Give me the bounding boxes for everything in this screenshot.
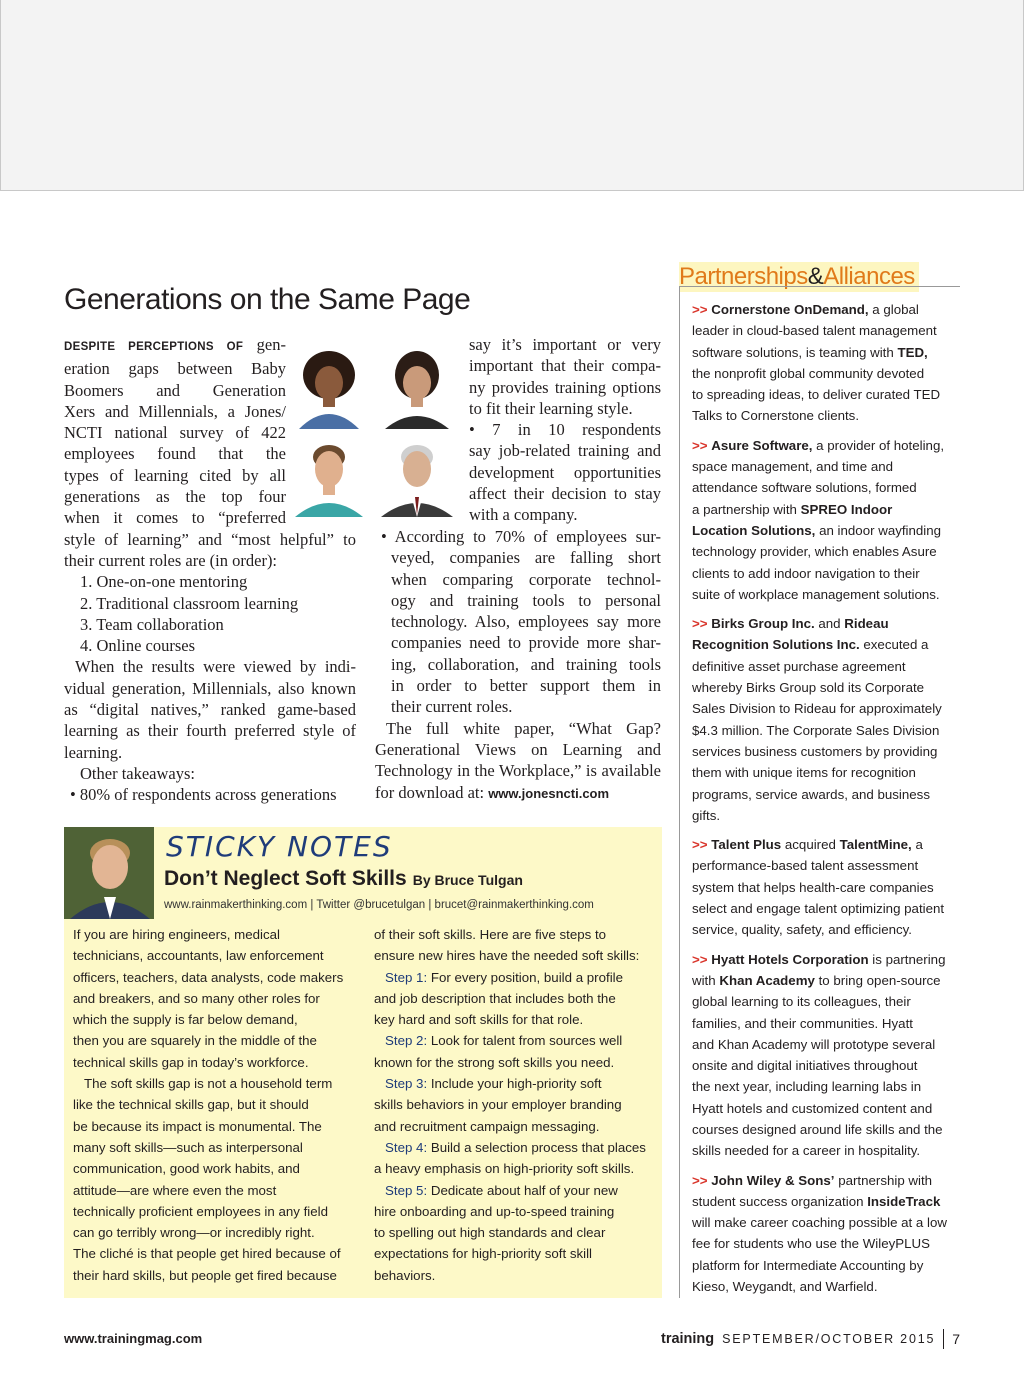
company-name: John Wiley & Sons’ (711, 1172, 835, 1188)
company-name: Khan Academy (719, 972, 815, 988)
company-name: TED, (897, 344, 928, 360)
sticky-line: officers, teachers, data analysts, code makers (73, 969, 344, 985)
partnership-text: families, and their communities. Hyatt (692, 1015, 913, 1031)
partnership-text: Sales Division to Rideau for approximately (692, 701, 942, 717)
author-contact: www.rainmakerthinking.com | Twitter @brucetulgan | brucet@rainmakerthinking.com (164, 899, 594, 911)
sticky-line: be because its impact is monumental. The (73, 1118, 322, 1134)
older-man-photo (375, 433, 459, 517)
intro-line: Xers and Millennials, a Jones/ (64, 401, 286, 421)
partnership-line (692, 1119, 960, 1140)
partnership-text: with (692, 972, 720, 988)
partnership-line (692, 1076, 960, 1097)
step-text: known for the strong soft skills you need. (374, 1054, 615, 1070)
partnership-text: $4.3 million. The Corporate Sales Division (692, 722, 940, 738)
partnership-text: technology provider, which enables Asure (692, 544, 937, 560)
woman-photo (375, 345, 459, 429)
step-label: Step 5: (385, 1182, 428, 1198)
intro-line: gen- (256, 335, 286, 354)
company-name: Talent Plus (711, 837, 782, 853)
footer-magazine: training (660, 1331, 715, 1347)
partnership-line (692, 435, 960, 456)
partnership-text: courses designed around life skills and the (692, 1121, 943, 1137)
partnership-line (692, 762, 960, 783)
sticky-line: communication, good work habits, and (73, 1161, 300, 1177)
double-arrow-icon: >> (692, 616, 708, 632)
intro-line: NCTI national survey of 422 (64, 423, 286, 443)
paragraph-line: When the results were viewed by indi- (75, 657, 356, 677)
bullet-70-line: when comparing corporate technol- (391, 569, 661, 589)
partnership-text: Talks to Cornerstone clients. (692, 408, 860, 424)
partnership-line (692, 1170, 960, 1191)
partnership-line (692, 784, 960, 805)
page-number: 7 (952, 1331, 960, 1347)
partnership-line (692, 1034, 960, 1055)
partnership-text: attendance software solutions, formed (692, 480, 917, 496)
column-2-line: important that their compa- (469, 356, 661, 376)
intro-line: style of learning” and “most helpful” to (64, 529, 356, 549)
column-2-line: • 7 in 10 respondents (469, 420, 661, 440)
partnership-text: acquired (781, 837, 840, 853)
partnership-line (692, 299, 960, 320)
partnership-text: the nonprofit global community devoted (692, 365, 925, 381)
partnership-line (692, 563, 960, 584)
company-name: TalentMine, (839, 837, 912, 853)
ranked-list-item: 2. Traditional classroom learning (80, 593, 299, 613)
bullet-70-line: ogy and training tools to personal (391, 590, 661, 610)
partnership-line (692, 477, 960, 498)
intro-line: eration gaps between Baby (64, 359, 286, 379)
partnership-item (692, 949, 960, 1162)
closing-line: Technology in the Workplace,” is available (375, 761, 661, 781)
partnership-line (692, 584, 960, 605)
sticky-line: then you are squarely in the middle of the (73, 1033, 317, 1049)
partnership-line (692, 970, 960, 991)
step-line (374, 1116, 654, 1137)
footer-issue (661, 1329, 960, 1349)
partnership-text: the next year, including learning labs in (692, 1079, 922, 1095)
partnership-text: clients to add indoor navigation to their (692, 565, 920, 581)
footer-date: SEPTEMBER/OCTOBER 2015 (722, 1332, 936, 1346)
step-text: and recruitment campaign messaging. (374, 1118, 600, 1134)
partnership-text: fee for students who use the WileyPLUS (692, 1236, 930, 1252)
step-line (374, 1158, 654, 1179)
bullet-70-line: companies need to provide more shar- (391, 633, 661, 653)
partnership-item (692, 834, 960, 940)
step-line (374, 1137, 654, 1158)
column-2-line: ny provides training options (469, 377, 661, 397)
partnership-line (692, 1233, 960, 1254)
jonesncti-link[interactable]: www.jonesncti.com (488, 785, 610, 801)
other-takeaways-label: Other takeaways: (80, 763, 195, 783)
step-text: and job description that includes both the (374, 990, 616, 1006)
company-name: Hyatt Hotels Corporation (711, 951, 869, 967)
sticky-line: their hard skills, but people get fired because (73, 1267, 337, 1283)
intro-line: types of learning cited by all (64, 465, 286, 485)
intro-line: employees found that the (64, 444, 286, 464)
column-2-line: to fit their learning style. (469, 398, 633, 418)
ranked-list-item: 3. Team collaboration (80, 614, 224, 634)
step-text: Dedicate about half of your new (427, 1182, 618, 1198)
step-line (374, 1265, 654, 1286)
double-arrow-icon: >> (692, 302, 708, 317)
company-name: InsideTrack (867, 1193, 941, 1209)
partnership-text: student success organization (692, 1193, 868, 1209)
partnership-line (692, 320, 960, 341)
partnership-text: onsite and digital initiatives throughout (692, 1058, 918, 1074)
closing-line: The full white paper, “What Gap? (386, 718, 661, 738)
partnership-text: system that helps health-care companies (692, 879, 934, 895)
double-arrow-icon: >> (692, 951, 708, 967)
column-2-line: affect their decision to stay (469, 484, 661, 504)
partnership-text: performance-based talent assessment (692, 858, 919, 874)
step-line (374, 967, 654, 988)
step-line (374, 1009, 654, 1030)
partnership-text: will make career coaching possible at a low (692, 1215, 947, 1231)
intro-line: their current roles are (in order): (64, 550, 278, 570)
partnerships-title (679, 262, 919, 292)
article-paragraph-2 (64, 656, 356, 762)
partnership-text: leader in cloud-based talent management (692, 323, 937, 339)
partnership-item (692, 299, 960, 427)
partnership-line (692, 1255, 960, 1276)
partnership-item (692, 613, 960, 826)
sticky-notes-box (64, 827, 662, 1298)
partnership-line (692, 855, 960, 876)
partnership-line (692, 919, 960, 940)
ranked-learning-list (64, 571, 356, 656)
double-arrow-icon: >> (692, 837, 708, 853)
sticky-line: of their soft skills. Here are five steps to (374, 927, 607, 942)
young-man-photo (287, 433, 371, 517)
partnership-line (692, 1055, 960, 1076)
partnership-line (692, 991, 960, 1012)
partnership-text: service, quality, safety, and efficiency. (692, 922, 912, 938)
step-text: hire onboarding and up-to-speed training (374, 1203, 615, 1219)
sticky-line: technicians, accountants, law enforcement (73, 948, 324, 964)
partnership-line (692, 698, 960, 719)
partnership-text: platform for Intermediate Accounting by (692, 1257, 924, 1273)
footer-divider (943, 1329, 944, 1349)
partnership-text: programs, service awards, and business (692, 786, 930, 802)
partnership-item (692, 1170, 960, 1298)
partnership-line (692, 877, 960, 898)
article-title: Generations on the Same Page (64, 283, 471, 316)
bullet-70-line: • According to 70% of employees sur- (381, 527, 661, 546)
paragraph-line: as “digital natives,” ranked game-based (64, 700, 356, 720)
sticky-line: If you are hiring engineers, medical (73, 927, 280, 942)
partnership-line (692, 741, 960, 762)
partnership-line (692, 1013, 960, 1034)
step-text: Build a selection process that places (427, 1139, 646, 1155)
step-line (374, 1243, 654, 1264)
partnership-line (692, 677, 960, 698)
column-2-line: say job-related training and (469, 441, 661, 461)
partnership-line (692, 949, 960, 970)
step-label: Step 4: (385, 1139, 428, 1155)
partnership-text: services business customers by providing (692, 743, 938, 759)
sticky-notes-title (164, 867, 523, 891)
paragraph-line: learning. (64, 742, 123, 762)
column-2-line: with a company. (469, 505, 578, 525)
partnership-line (692, 363, 960, 384)
intro-line: when it comes to “preferred (64, 508, 286, 528)
partnership-line (692, 456, 960, 477)
partnership-text: a (911, 837, 923, 853)
step-text: to spelling out high standards and clear (374, 1225, 606, 1241)
partnership-line (692, 1212, 960, 1233)
company-name: SPREO Indoor (800, 501, 893, 517)
partnership-line (692, 342, 960, 363)
footer-url[interactable]: www.trainingmag.com (64, 1331, 203, 1346)
step-line (374, 1094, 654, 1115)
step-line (374, 988, 654, 1009)
ranked-list-item: 4. Online courses (80, 636, 196, 656)
portrait-photo-grid (287, 345, 461, 517)
partnership-text: is partnering (868, 951, 946, 967)
sidebar-top-rule (679, 286, 960, 287)
bullet-70-percent (375, 526, 661, 718)
sticky-line: technically proficient employees in any field (73, 1203, 328, 1219)
young-woman-photo (287, 345, 371, 429)
article-column-2-top (469, 334, 661, 526)
bullet-70-line: ing, collaboration, and training tools (391, 654, 661, 674)
partnership-text: to bring open-source (814, 972, 941, 988)
step-label: Step 1: (385, 969, 428, 985)
white-paper-paragraph (375, 718, 661, 782)
sticky-notes-kicker: STICKY NOTES (166, 830, 393, 863)
column-2-line: say it’s important or very (469, 335, 661, 354)
partnership-line (692, 1098, 960, 1119)
partnership-text: a global (868, 302, 919, 317)
partnership-text: skills needed for a career in hospitality. (692, 1143, 921, 1159)
byline: By Bruce Tulgan (412, 872, 523, 888)
partnership-line (692, 499, 960, 520)
partnership-line (692, 613, 960, 634)
closing-line: Generational Views on Learning and (375, 739, 661, 759)
step-line (374, 1030, 654, 1051)
partnership-text: global learning to its colleagues, their (692, 994, 911, 1010)
paragraph-line: vidual generation, Millennials, also known (64, 678, 356, 698)
partnership-text: definitive asset purchase agreement (692, 658, 906, 674)
step-line (374, 1052, 654, 1073)
partnership-line (692, 898, 960, 919)
sticky-line: technical skills gap in today’s workforce. (73, 1054, 309, 1070)
double-arrow-icon: >> (692, 437, 708, 453)
step-text: Look for talent from sources well (427, 1033, 623, 1049)
company-name: Location Solutions, (692, 522, 816, 538)
partnership-text: suite of workplace management solutions. (692, 586, 940, 602)
partnership-line (692, 405, 960, 426)
sticky-line: which the supply is far below demand, (73, 1012, 298, 1028)
sticky-line: many soft skills—such as interpersonal (73, 1139, 303, 1155)
partnership-line (692, 805, 960, 826)
partnership-line (692, 1140, 960, 1161)
partnership-line (692, 634, 960, 655)
partnership-line (692, 720, 960, 741)
company-name: Birks Group Inc. (711, 616, 815, 632)
author-photo (64, 827, 154, 919)
sticky-title-text: Don’t Neglect Soft Skills (164, 867, 407, 890)
partnership-line (692, 656, 960, 677)
partnership-text: an indoor wayfinding (815, 522, 942, 538)
partnership-line (692, 1276, 960, 1297)
step-line (374, 1201, 654, 1222)
partnership-line (692, 520, 960, 541)
partnership-text: to spreading ideas, to deliver curated TED (692, 387, 941, 403)
step-text: Include your high-priority soft (427, 1076, 602, 1092)
partnership-text: select and engage talent optimizing patient (692, 901, 945, 917)
column-2-line: development opportunities (469, 462, 661, 482)
step-line (374, 1073, 654, 1094)
partnership-text: and (814, 616, 845, 632)
partnership-text: executed a (859, 637, 929, 653)
intro-line: Boomers and Generation (64, 380, 286, 400)
intro-line: generations as the top four (64, 487, 286, 507)
company-name: Asure Software, (711, 437, 813, 453)
ranked-list-item: 1. One-on-one mentoring (80, 572, 248, 592)
partnership-line (692, 541, 960, 562)
step-text: expectations for high-priority soft skill (374, 1246, 593, 1262)
partnership-text: a partnership with (692, 501, 801, 517)
step-text: behaviors. (374, 1267, 436, 1283)
sticky-column-2 (374, 924, 654, 1286)
partnerships-sidebar (679, 262, 961, 1295)
bullet-70-line: technology. Also, employees say more (391, 612, 661, 632)
partnership-line (692, 384, 960, 405)
partnership-text: space management, and time and (692, 459, 894, 475)
bullet-70-line: in order to better support them in (391, 676, 661, 696)
sticky-line: The soft skills gap is not a household term (84, 1076, 333, 1092)
article-intro-continued (64, 529, 356, 572)
step-text: skills behaviors in your employer branding (374, 1097, 622, 1113)
step-text: For every position, build a profile (427, 969, 623, 985)
double-arrow-icon: >> (692, 1172, 708, 1188)
article-column-2 (375, 526, 661, 804)
partnership-text: a provider of hoteling, (812, 437, 945, 453)
partnership-line (692, 834, 960, 855)
bullet-80-percent: • 80% of respondents across generations (70, 785, 337, 805)
title-ampersand: & (807, 263, 824, 290)
sticky-line: can go terribly wrong—or incredibly right. (73, 1225, 315, 1241)
partnership-item (692, 435, 960, 605)
company-name: Cornerstone OnDemand, (711, 302, 869, 317)
step-label: Step 3: (385, 1076, 428, 1092)
partnership-text: Hyatt hotels and customized content and (692, 1100, 933, 1116)
step-text: a heavy emphasis on high-priority soft skills. (374, 1161, 635, 1177)
partnership-line (692, 1191, 960, 1212)
company-name: Recognition Solutions Inc. (692, 637, 860, 653)
article-intro (64, 334, 286, 529)
bullet-70-line: veyed, companies are falling short (391, 548, 661, 568)
step-label: Step 2: (385, 1033, 428, 1049)
step-text: key hard and soft skills for that role. (374, 1012, 584, 1028)
partnerships-list (692, 299, 960, 1305)
paragraph-line: learning as their fourth preferred style of (64, 721, 356, 741)
sticky-line: attitude—are where even the most (73, 1182, 277, 1198)
sticky-line: and breakers, and so many other roles for (73, 990, 320, 1006)
advertisement-area (0, 0, 1024, 191)
title-alliances: Alliances (823, 263, 915, 290)
sticky-line: The cliché is that people get hired because of (73, 1246, 341, 1262)
lead-in: DESPITE PERCEPTIONS OF (64, 341, 244, 353)
download-prefix: for download at: (375, 782, 489, 802)
partnership-text: and Khan Academy will prototype several (692, 1036, 936, 1052)
sticky-line: ensure new hires have the needed soft skills: (374, 948, 640, 964)
sticky-line: like the technical skills gap, but it should (73, 1097, 309, 1113)
company-name: Rideau (844, 616, 889, 632)
step-line (374, 1180, 654, 1201)
partnership-text: them with unique items for recognition (692, 765, 916, 781)
step-line (374, 1222, 654, 1243)
sticky-column-1 (73, 924, 355, 1286)
partnership-text: software solutions, is teaming with (692, 344, 898, 360)
bullet-70-line: their current roles. (391, 697, 513, 717)
title-partnerships: Partnerships (679, 263, 808, 290)
partnership-text: partnership with (834, 1172, 933, 1188)
partnership-text: gifts. (692, 807, 721, 823)
partnership-text: whereby Birks Group sold its Corporate (692, 680, 925, 696)
download-line (375, 782, 661, 804)
partnership-text: Kieso, Weygandt, and Warfield. (692, 1279, 878, 1295)
sidebar-left-rule (679, 286, 680, 1298)
